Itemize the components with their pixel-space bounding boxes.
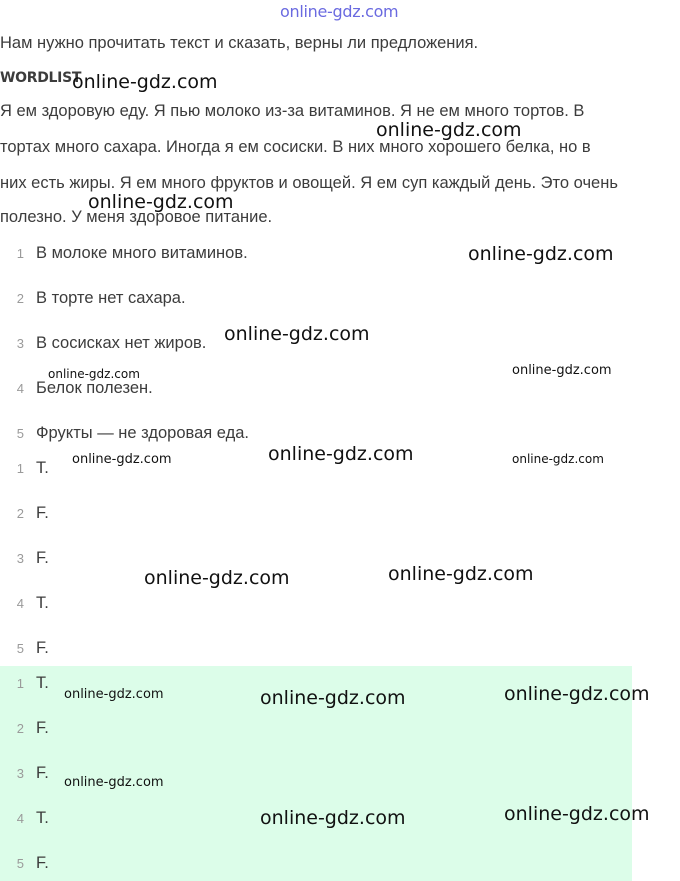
statement-text: В торте нет сахара. (36, 289, 186, 307)
answer-number: 2 (16, 506, 24, 521)
paragraph-line: полезно. У меня здоровое питание. (0, 208, 273, 226)
answer-text: F. (36, 549, 49, 567)
highlighted-answer-number: 5 (16, 856, 24, 871)
statement-text: В молоке много витаминов. (36, 244, 248, 262)
highlighted-answer-text: F. (36, 764, 49, 782)
highlighted-answer-number: 4 (16, 811, 24, 826)
watermark: online-gdz.com (72, 71, 218, 93)
watermark: online-gdz.com (72, 452, 172, 467)
highlighted-answer-text: T. (36, 674, 49, 692)
highlighted-answer-text: F. (36, 854, 49, 872)
watermark: online-gdz.com (64, 775, 164, 790)
watermark: online-gdz.com (64, 687, 164, 702)
statement-text: Фрукты — не здоровая еда. (36, 424, 249, 442)
answer-text: F. (36, 504, 49, 522)
watermark: online-gdz.com (512, 452, 604, 466)
watermark: online-gdz.com (504, 683, 650, 705)
paragraph-line: тортах много сахара. Иногда я ем сосиски. В них много хорошего белка, но в (0, 138, 591, 156)
wordlist-label: WORDLIST (0, 70, 82, 86)
watermark: online-gdz.com (268, 443, 414, 465)
watermark: online-gdz.com (224, 323, 370, 345)
statement-number: 3 (16, 336, 24, 351)
statement-number: 5 (16, 426, 24, 441)
statement-number: 1 (16, 246, 24, 261)
highlighted-answer-text: F. (36, 719, 49, 737)
watermark: online-gdz.com (504, 803, 650, 825)
highlighted-answer-number: 3 (16, 766, 24, 781)
answer-number: 3 (16, 551, 24, 566)
paragraph-line: них есть жиры. Я ем много фруктов и овощей. Я ем суп каждый день. Это очень (0, 174, 618, 192)
statement-number: 2 (16, 291, 24, 306)
highlighted-answer-text: T. (36, 809, 49, 827)
site-logo[interactable]: online-gdz.com (280, 2, 399, 21)
paragraph-line: Я ем здоровую еду. Я пью молоко из-за витаминов. Я не ем много тортов. В (0, 102, 585, 120)
statement-text: В сосисках нет жиров. (36, 334, 207, 352)
statement-number: 4 (16, 381, 24, 396)
watermark: online-gdz.com (48, 367, 140, 381)
answer-number: 4 (16, 596, 24, 611)
answer-text: T. (36, 459, 49, 477)
watermark: online-gdz.com (512, 363, 612, 378)
highlighted-answer-number: 2 (16, 721, 24, 736)
watermark: online-gdz.com (260, 807, 406, 829)
watermark: online-gdz.com (88, 191, 234, 213)
answer-text: T. (36, 594, 49, 612)
watermark: online-gdz.com (388, 563, 534, 585)
watermark: online-gdz.com (376, 119, 522, 141)
instruction-text: Нам нужно прочитать текст и сказать, верны ли предложения. (0, 34, 479, 52)
watermark: online-gdz.com (468, 243, 614, 265)
answer-number: 5 (16, 641, 24, 656)
statement-text: Белок полезен. (36, 379, 153, 397)
answer-text: F. (36, 639, 49, 657)
watermark: online-gdz.com (144, 567, 290, 589)
highlighted-answer-number: 1 (16, 676, 24, 691)
watermark: online-gdz.com (260, 687, 406, 709)
answer-number: 1 (16, 461, 24, 476)
